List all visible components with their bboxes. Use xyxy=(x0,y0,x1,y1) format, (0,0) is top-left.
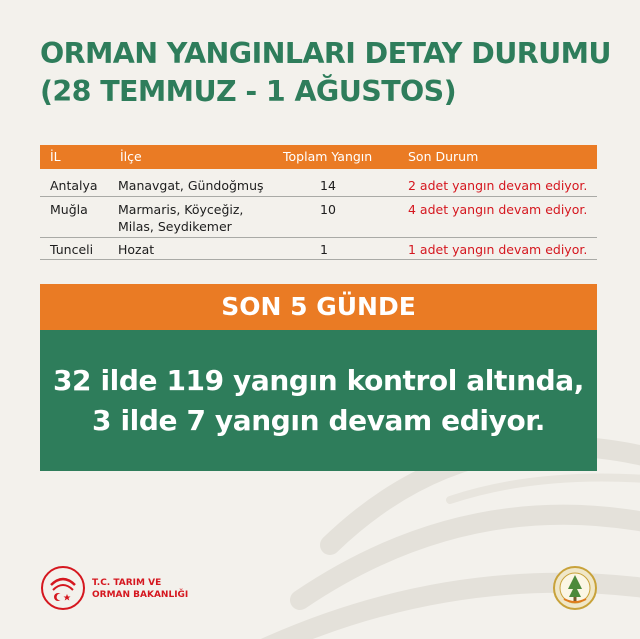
table-row xyxy=(40,197,597,238)
table-header xyxy=(40,145,597,169)
summary-line-1: 32 ilde 119 yangın kontrol altında, xyxy=(52,363,585,397)
cell-il: Tunceli xyxy=(50,242,94,257)
table-row xyxy=(40,169,597,197)
cell-ilce-line-2: Milas, Seydikemer xyxy=(118,219,232,234)
header-son-durum: Son Durum xyxy=(408,149,479,164)
title-line-1: ORMAN YANGINLARI DETAY DURUMU xyxy=(40,37,611,70)
cell-toplam: 1 xyxy=(320,242,328,257)
cell-ilce-line-1: Marmaris, Köyceğiz, xyxy=(118,202,244,217)
ministry-emblem-icon xyxy=(40,565,86,611)
header-toplam-yangin: Toplam Yangın xyxy=(283,149,373,164)
fire-status-table xyxy=(40,145,597,260)
cell-il: Antalya xyxy=(50,178,98,193)
ministry-name xyxy=(92,577,188,601)
cell-son-durum: 4 adet yangın devam ediyor. xyxy=(408,202,588,217)
cell-son-durum: 1 adet yangın devam ediyor. xyxy=(408,242,588,257)
ministry-name-line-2: ORMAN BAKANLIĞI xyxy=(92,590,189,600)
cell-toplam: 10 xyxy=(320,202,336,217)
cell-ilce: Manavgat, Gündoğmuş xyxy=(118,178,264,193)
cell-ilce: Hozat xyxy=(118,242,155,257)
header-il: İL xyxy=(50,149,61,164)
summary-text-banner xyxy=(40,330,597,471)
cell-toplam: 14 xyxy=(320,178,336,193)
summary-line-2: 3 ilde 7 yangın devam ediyor. xyxy=(92,403,545,437)
page-title xyxy=(40,35,611,111)
forestry-directorate-emblem-icon xyxy=(552,565,598,611)
header-ilce: İlçe xyxy=(120,149,142,164)
title-line-2: (28 TEMMUZ - 1 AĞUSTOS) xyxy=(40,75,457,108)
table-row xyxy=(40,238,597,260)
cell-il: Muğla xyxy=(50,202,88,217)
cell-son-durum: 2 adet yangın devam ediyor. xyxy=(408,178,588,193)
ministry-name-line-1: T.C. TARIM VE xyxy=(92,578,162,588)
summary-heading-banner: SON 5 GÜNDE xyxy=(40,284,597,330)
